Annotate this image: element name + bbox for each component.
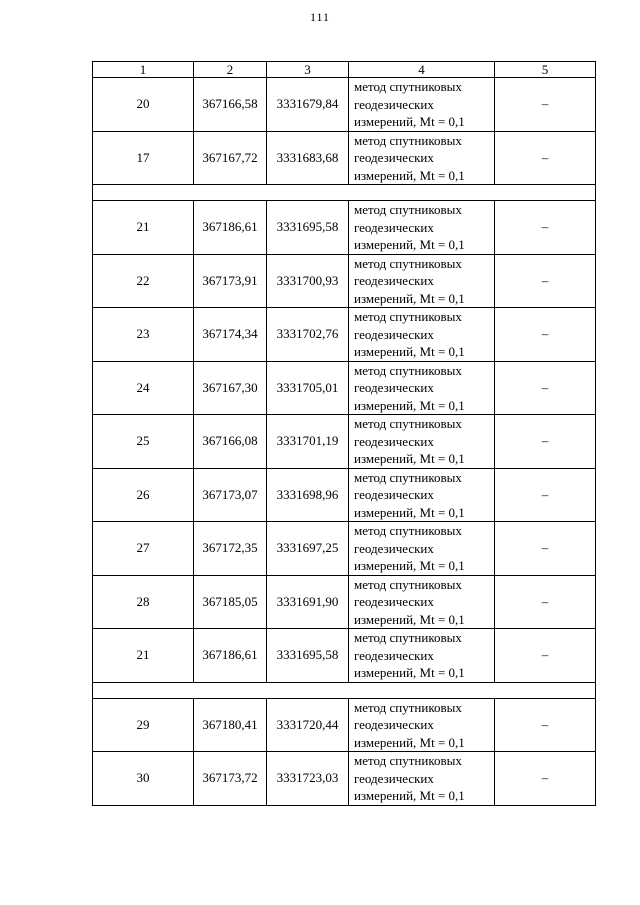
y-coordinate-cell: 3331705,01 bbox=[267, 361, 349, 415]
point-number-cell: 22 bbox=[93, 254, 194, 308]
note-cell: – bbox=[495, 468, 596, 522]
y-coordinate-cell: 3331683,68 bbox=[267, 131, 349, 185]
method-line: измерений, Mt = 0,1 bbox=[354, 167, 465, 183]
method-cell bbox=[349, 468, 495, 522]
note-cell: – bbox=[495, 575, 596, 629]
method-line: геодезических bbox=[354, 594, 434, 609]
note-cell: – bbox=[495, 78, 596, 132]
y-coordinate-cell: 3331697,25 bbox=[267, 522, 349, 576]
table-row bbox=[93, 698, 596, 752]
x-coordinate-cell: 367167,72 bbox=[194, 131, 267, 185]
table-row bbox=[93, 78, 596, 132]
note-cell: – bbox=[495, 752, 596, 806]
note-cell: – bbox=[495, 254, 596, 308]
method-line: метод спутниковых bbox=[354, 576, 462, 592]
method-line: метод спутниковых bbox=[354, 523, 462, 538]
x-coordinate-cell: 367186,61 bbox=[194, 201, 267, 255]
column-header: 5 bbox=[495, 62, 596, 78]
note-cell: – bbox=[495, 361, 596, 415]
method-line: геодезических bbox=[354, 150, 434, 165]
method-line: измерений, Mt = 0,1 bbox=[354, 397, 465, 413]
method-line: метод спутниковых bbox=[354, 469, 462, 485]
x-coordinate-cell: 367185,05 bbox=[194, 575, 267, 629]
method-line: метод спутниковых bbox=[354, 416, 462, 431]
column-header: 1 bbox=[93, 62, 194, 78]
method-line: измерений, Mt = 0,1 bbox=[354, 558, 465, 573]
method-line: геодезических bbox=[354, 273, 434, 288]
method-cell bbox=[349, 752, 495, 806]
point-number-cell: 21 bbox=[93, 201, 194, 255]
method-line: геодезических bbox=[354, 326, 434, 342]
table-row bbox=[93, 752, 596, 806]
column-header: 3 bbox=[267, 62, 349, 78]
point-number-cell: 26 bbox=[93, 468, 194, 522]
y-coordinate-cell: 3331701,19 bbox=[267, 415, 349, 469]
table-row bbox=[93, 629, 596, 683]
method-line: геодезических bbox=[354, 380, 434, 395]
x-coordinate-cell: 367180,41 bbox=[194, 698, 267, 752]
x-coordinate-cell: 367173,72 bbox=[194, 752, 267, 806]
x-coordinate-cell: 367167,30 bbox=[194, 361, 267, 415]
separator-cell bbox=[93, 185, 596, 201]
page-number: 111 bbox=[309, 10, 331, 24]
y-coordinate-cell: 3331720,44 bbox=[267, 698, 349, 752]
method-line: метод спутниковых bbox=[354, 753, 462, 768]
method-line: метод спутниковых bbox=[354, 630, 462, 645]
y-coordinate-cell: 3331679,84 bbox=[267, 78, 349, 132]
separator-row bbox=[93, 682, 596, 698]
method-cell bbox=[349, 308, 495, 362]
method-cell bbox=[349, 415, 495, 469]
y-coordinate-cell: 3331723,03 bbox=[267, 752, 349, 806]
table-body bbox=[93, 78, 596, 806]
method-cell bbox=[349, 629, 495, 683]
method-line: метод спутниковых bbox=[354, 132, 462, 148]
table-row bbox=[93, 575, 596, 629]
y-coordinate-cell: 3331702,76 bbox=[267, 308, 349, 362]
method-line: метод спутниковых bbox=[354, 699, 462, 715]
method-cell bbox=[349, 522, 495, 576]
x-coordinate-cell: 367166,58 bbox=[194, 78, 267, 132]
point-number-cell: 24 bbox=[93, 361, 194, 415]
point-number-cell: 30 bbox=[93, 752, 194, 806]
method-line: измерений, Mt = 0,1 bbox=[354, 290, 465, 306]
column-header: 4 bbox=[349, 62, 495, 78]
method-cell bbox=[349, 361, 495, 415]
method-line: геодезических bbox=[354, 219, 434, 235]
x-coordinate-cell: 367174,34 bbox=[194, 308, 267, 362]
y-coordinate-cell: 3331695,58 bbox=[267, 629, 349, 683]
table-row bbox=[93, 131, 596, 185]
y-coordinate-cell: 3331691,90 bbox=[267, 575, 349, 629]
table-row bbox=[93, 254, 596, 308]
table-row bbox=[93, 468, 596, 522]
coordinates-table bbox=[92, 61, 596, 806]
note-cell: – bbox=[495, 415, 596, 469]
note-cell: – bbox=[495, 201, 596, 255]
note-cell: – bbox=[495, 629, 596, 683]
column-header: 2 bbox=[194, 62, 267, 78]
header-row bbox=[93, 62, 596, 78]
table-row bbox=[93, 361, 596, 415]
method-cell bbox=[349, 78, 495, 132]
method-line: метод спутниковых bbox=[354, 309, 462, 324]
method-cell bbox=[349, 201, 495, 255]
point-number-cell: 29 bbox=[93, 698, 194, 752]
method-line: измерений, Mt = 0,1 bbox=[354, 734, 465, 750]
method-cell bbox=[349, 131, 495, 185]
method-line: измерений, Mt = 0,1 bbox=[354, 504, 465, 520]
method-line: геодезических bbox=[354, 540, 434, 556]
method-line: измерений, Mt = 0,1 bbox=[354, 344, 465, 359]
y-coordinate-cell: 3331695,58 bbox=[267, 201, 349, 255]
method-line: измерений, Mt = 0,1 bbox=[354, 788, 465, 803]
separator-cell bbox=[93, 682, 596, 698]
table-row bbox=[93, 415, 596, 469]
method-cell bbox=[349, 575, 495, 629]
table-row bbox=[93, 201, 596, 255]
method-line: измерений, Mt = 0,1 bbox=[354, 665, 465, 680]
x-coordinate-cell: 367166,08 bbox=[194, 415, 267, 469]
note-cell: – bbox=[495, 522, 596, 576]
x-coordinate-cell: 367173,91 bbox=[194, 254, 267, 308]
point-number-cell: 20 bbox=[93, 78, 194, 132]
method-cell bbox=[349, 254, 495, 308]
point-number-cell: 27 bbox=[93, 522, 194, 576]
method-line: геодезических bbox=[354, 433, 434, 449]
point-number-cell: 23 bbox=[93, 308, 194, 362]
method-line: геодезических bbox=[354, 770, 434, 786]
note-cell: – bbox=[495, 131, 596, 185]
point-number-cell: 25 bbox=[93, 415, 194, 469]
separator-row bbox=[93, 185, 596, 201]
x-coordinate-cell: 367173,07 bbox=[194, 468, 267, 522]
method-line: измерений, Mt = 0,1 bbox=[354, 451, 465, 466]
point-number-cell: 21 bbox=[93, 629, 194, 683]
method-line: метод спутниковых bbox=[354, 255, 462, 271]
method-line: метод спутниковых bbox=[354, 79, 462, 94]
note-cell: – bbox=[495, 698, 596, 752]
x-coordinate-cell: 367172,35 bbox=[194, 522, 267, 576]
method-line: измерений, Mt = 0,1 bbox=[354, 611, 465, 627]
table-row bbox=[93, 522, 596, 576]
point-number-cell: 28 bbox=[93, 575, 194, 629]
method-line: геодезических bbox=[354, 647, 434, 663]
method-line: измерений, Mt = 0,1 bbox=[354, 237, 465, 252]
method-line: геодезических bbox=[354, 487, 434, 502]
method-line: метод спутниковых bbox=[354, 202, 462, 217]
method-line: геодезических bbox=[354, 96, 434, 112]
table-row bbox=[93, 308, 596, 362]
note-cell: – bbox=[495, 308, 596, 362]
method-line: метод спутниковых bbox=[354, 362, 462, 378]
method-line: геодезических bbox=[354, 717, 434, 732]
y-coordinate-cell: 3331700,93 bbox=[267, 254, 349, 308]
method-cell bbox=[349, 698, 495, 752]
method-line: измерений, Mt = 0,1 bbox=[354, 114, 465, 129]
x-coordinate-cell: 367186,61 bbox=[194, 629, 267, 683]
y-coordinate-cell: 3331698,96 bbox=[267, 468, 349, 522]
point-number-cell: 17 bbox=[93, 131, 194, 185]
